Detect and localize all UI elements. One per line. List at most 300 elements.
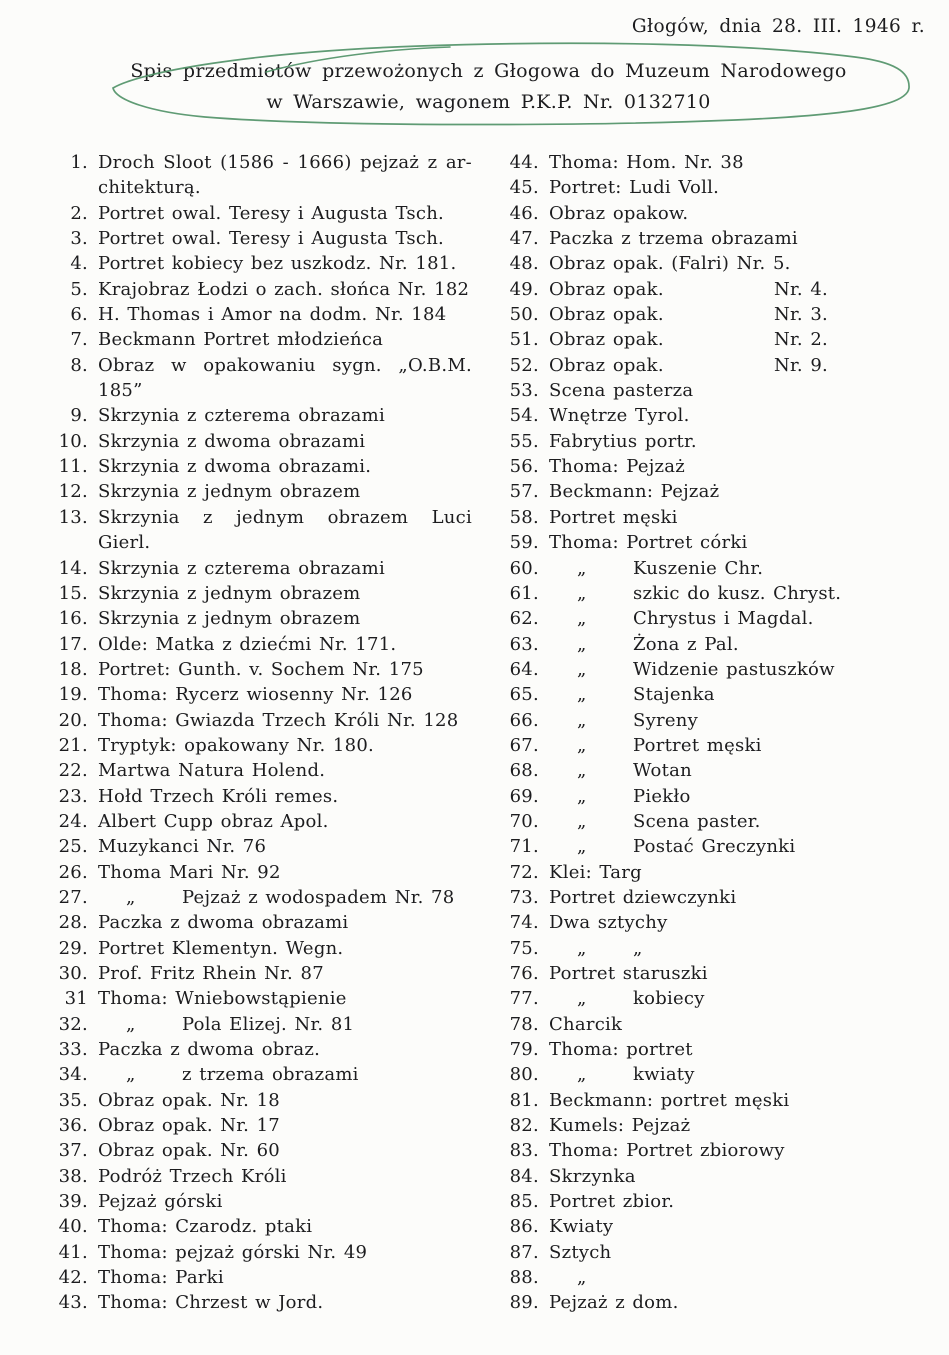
list-item: [505, 378, 947, 403]
item-number: 89.: [509, 1292, 539, 1314]
item-title: Pejzaż z wodospadem Nr. 78: [182, 886, 455, 908]
list-item: [505, 1037, 947, 1062]
item-title: szkic do kusz. Chryst.: [633, 582, 842, 604]
list-item: [505, 251, 947, 276]
item-text: [98, 581, 472, 606]
item-number: 73.: [509, 886, 539, 908]
list-item: [54, 454, 472, 479]
item-text: [98, 1214, 472, 1239]
list-item: [54, 479, 472, 504]
item-number: 75.: [509, 937, 539, 959]
item-number: 23.: [58, 785, 88, 807]
item-text: [549, 1164, 947, 1189]
item-title: Thoma: Pejzaż: [549, 456, 686, 478]
item-text: [549, 479, 947, 504]
ditto-mark: „: [577, 1267, 587, 1289]
item-number: 44.: [509, 152, 539, 173]
list-item: [505, 961, 947, 986]
list-item: [54, 885, 472, 910]
item-text: [98, 1164, 472, 1189]
list-item: [505, 733, 947, 758]
item-number: 37.: [58, 1140, 88, 1162]
item-title: Olde: Matka z dziećmi Nr. 171.: [98, 633, 397, 655]
item-title: Charcik: [549, 1013, 623, 1035]
item-title: Portret staruszki: [549, 963, 708, 984]
item-number: 6.: [70, 304, 88, 326]
list-item: [54, 1164, 472, 1189]
list-item: [54, 556, 472, 581]
item-number: 80.: [509, 1064, 539, 1086]
list-item: [505, 860, 947, 885]
item-number: 65.: [509, 684, 539, 706]
item-number: 67.: [509, 734, 539, 756]
item-text: [549, 606, 947, 631]
item-text: [98, 226, 472, 251]
item-text: [98, 936, 472, 961]
item-text: [549, 961, 947, 986]
item-text-line: Gierl.: [98, 532, 151, 554]
item-text: [98, 682, 472, 707]
item-title: Klei: Targ: [549, 861, 642, 883]
item-title: Scena paster.: [633, 810, 761, 832]
item-title: Portret męski: [633, 734, 762, 756]
list-item: [505, 682, 947, 707]
item-title: Paczka z trzema obrazami: [549, 228, 798, 250]
list-item: [54, 429, 472, 454]
item-number: 50.: [509, 304, 539, 326]
item-number: 53.: [509, 380, 539, 402]
item-title: Pejzaż górski: [98, 1191, 223, 1213]
item-text-line: chitekturą.: [98, 177, 201, 199]
item-text: [549, 581, 947, 606]
item-text: [549, 454, 947, 479]
item-title: Portret męski: [549, 506, 678, 528]
item-text: [98, 860, 472, 885]
item-number: 77.: [509, 988, 539, 1010]
item-title: Obraz opak. Nr. 60: [98, 1140, 280, 1162]
list-item: [54, 353, 472, 404]
item-title: Chrystus i Magdal.: [633, 608, 814, 630]
item-text: [98, 454, 472, 479]
ditto-mark: „: [577, 557, 587, 579]
ditto-mark: „: [126, 1064, 136, 1086]
item-title: Podróż Trzech Króli: [98, 1165, 287, 1187]
list-item: [505, 1290, 947, 1315]
item-number: 49.: [509, 278, 539, 300]
item-text: [549, 809, 947, 834]
item-text: [98, 1037, 472, 1062]
list-item: [505, 606, 947, 631]
item-title: Dwa sztychy: [549, 912, 668, 934]
list-item: [505, 910, 947, 935]
item-number: 36.: [58, 1115, 88, 1137]
list-item: [505, 1164, 947, 1189]
item-number: 12.: [58, 481, 88, 503]
item-number: 38.: [58, 1165, 88, 1187]
item-number: 4.: [70, 253, 88, 275]
item-title: Muzykanci Nr. 76: [98, 836, 267, 858]
list-item: [505, 403, 947, 428]
item-text: [549, 556, 947, 581]
item-title: Paczka z dwoma obraz.: [98, 1039, 321, 1061]
item-title: „: [633, 937, 643, 959]
item-text: [98, 327, 472, 352]
item-number: 46.: [509, 202, 539, 224]
item-number: 30.: [58, 963, 88, 984]
item-number: 58.: [509, 506, 539, 528]
list-item: [505, 1113, 947, 1138]
item-text: [98, 657, 472, 682]
item-number: 10.: [58, 430, 88, 452]
item-number: 57.: [509, 481, 539, 503]
item-title: Thoma: Portret córki: [549, 532, 748, 554]
item-text: [98, 1088, 472, 1113]
item-number: 88.: [509, 1267, 539, 1289]
list-item: [54, 581, 472, 606]
list-item: [505, 150, 947, 175]
item-title: Skrzynia z czterema obrazami: [98, 557, 385, 579]
list-item: [505, 581, 947, 606]
item-title: Skrzynka: [549, 1165, 636, 1187]
item-number: 28.: [58, 912, 88, 934]
item-number: 47.: [509, 228, 539, 250]
item-number: 32.: [58, 1013, 88, 1035]
item-title: Portret kobiecy bez uszkodz. Nr. 181.: [98, 253, 457, 275]
list-item: [54, 834, 472, 859]
item-number: 19.: [58, 684, 88, 706]
item-number: 54.: [509, 405, 539, 427]
ditto-mark: „: [577, 810, 587, 832]
item-title: Pejzaż z dom.: [549, 1292, 679, 1314]
item-number: 18.: [58, 658, 88, 680]
item-title: Beckmann: portret męski: [549, 1089, 790, 1111]
item-number: 34.: [58, 1064, 88, 1086]
list-item: [54, 682, 472, 707]
item-number: 29.: [58, 937, 88, 959]
list-item: [54, 1113, 472, 1138]
item-title: Obraz opak. (Falri) Nr. 5.: [549, 253, 791, 275]
list-item: [54, 1189, 472, 1214]
item-nr-value: Nr. 4.: [774, 278, 828, 300]
list-item: [505, 834, 947, 859]
item-title: Portret owal. Teresy i Augusta Tsch.: [98, 228, 445, 250]
item-title: Obraz opak.: [549, 304, 664, 326]
list-item: [505, 353, 947, 378]
item-number: 59.: [509, 532, 539, 554]
list-item: [54, 1012, 472, 1037]
item-text: [549, 758, 947, 783]
item-number: 52.: [509, 354, 539, 376]
ditto-mark: „: [577, 658, 587, 680]
item-text: [98, 150, 472, 201]
item-text: [98, 302, 472, 327]
list-item: [505, 454, 947, 479]
list-item: [505, 429, 947, 454]
item-title: Portret zbior.: [549, 1191, 675, 1213]
item-number: 20.: [58, 709, 88, 731]
item-text: [549, 251, 947, 276]
item-text: [549, 860, 947, 885]
item-nr-value: Nr. 9.: [774, 354, 828, 376]
item-text: [98, 1113, 472, 1138]
item-title: Portret: Gunth. v. Sochem Nr. 175: [98, 658, 424, 680]
list-item: [54, 251, 472, 276]
item-text: [98, 1189, 472, 1214]
ditto-mark: „: [577, 709, 587, 731]
item-number: 86.: [509, 1216, 539, 1238]
item-text: [549, 530, 947, 555]
list-item: [505, 1214, 947, 1239]
item-text: [549, 1113, 947, 1138]
list-item: [505, 632, 947, 657]
item-text: [549, 733, 947, 758]
item-text: [98, 1138, 472, 1163]
item-text: [98, 885, 472, 910]
item-text: [549, 1037, 947, 1062]
item-title: Skrzynia z dwoma obrazami: [98, 430, 366, 452]
item-title: Widzenie pastuszków: [633, 658, 835, 680]
item-number: 70.: [509, 810, 539, 832]
item-title: Thoma: Rycerz wiosenny Nr. 126: [98, 684, 413, 706]
item-title: Fabrytius portr.: [549, 430, 697, 452]
item-number: 71.: [509, 836, 539, 858]
item-title: Stajenka: [633, 684, 715, 706]
item-title: Kwiaty: [549, 1216, 614, 1238]
item-title: Wotan: [633, 760, 692, 782]
item-number: 31: [64, 988, 88, 1010]
item-number: 27.: [58, 886, 88, 908]
item-text: [98, 251, 472, 276]
item-text: [549, 505, 947, 530]
list-item: [505, 1138, 947, 1163]
item-number: 69.: [509, 785, 539, 807]
item-number: 24.: [58, 810, 88, 832]
item-title: Thoma: Chrzest w Jord.: [98, 1292, 324, 1314]
item-title: Portret: Ludi Voll.: [549, 177, 720, 199]
item-text: [98, 986, 472, 1011]
item-text: [549, 1240, 947, 1265]
item-text: [98, 1012, 472, 1037]
item-title: kobiecy: [633, 988, 705, 1010]
item-nr-value: Nr. 3.: [774, 304, 828, 326]
list-item: [54, 327, 472, 352]
item-title: Skrzynia z jednym obrazem: [98, 608, 361, 630]
list-item: [505, 201, 947, 226]
item-number: 55.: [509, 430, 539, 452]
item-number: 63.: [509, 633, 539, 655]
item-text: [98, 758, 472, 783]
item-number: 78.: [509, 1013, 539, 1035]
item-text: [98, 353, 472, 404]
item-text: [549, 986, 947, 1011]
item-text: [549, 1088, 947, 1113]
item-number: 81.: [509, 1089, 539, 1111]
title-line-1: Spis przedmiotów przewożonych z Głogowa do Muzeum Narodowego: [130, 60, 847, 82]
title-block: [0, 56, 949, 118]
item-text: [98, 961, 472, 986]
item-title: Pola Elizej. Nr. 81: [182, 1013, 355, 1035]
item-number: 15.: [58, 582, 88, 604]
list-item: [54, 657, 472, 682]
item-nr-value: Nr. 2.: [774, 329, 828, 351]
ditto-mark: „: [577, 734, 587, 756]
ditto-mark: „: [577, 836, 587, 858]
item-text: [98, 479, 472, 504]
item-title: Syreny: [633, 709, 699, 731]
item-number: 17.: [58, 633, 88, 655]
list-item: [54, 606, 472, 631]
list-item: [54, 986, 472, 1011]
item-number: 14.: [58, 557, 88, 579]
item-title: Beckmann Portret młodzieńca: [98, 329, 384, 351]
item-title: Żona z Pal.: [633, 633, 739, 655]
item-title: Portret dziewczynki: [549, 886, 737, 908]
item-text: [549, 1290, 947, 1315]
item-title: Thoma: pejzaż górski Nr. 49: [98, 1241, 368, 1263]
item-title: Obraz opak.: [549, 354, 664, 376]
item-number: 56.: [509, 456, 539, 478]
inventory-list: [54, 150, 949, 1316]
list-item: [54, 150, 472, 201]
item-title: Obraz opak.: [549, 329, 664, 351]
list-item: [54, 277, 472, 302]
list-item: [54, 936, 472, 961]
item-text: [549, 353, 947, 378]
list-item: [54, 505, 472, 556]
item-title: Thoma: portret: [549, 1039, 693, 1061]
item-text: [549, 682, 947, 707]
item-text: [98, 834, 472, 859]
item-title: Scena pasterza: [549, 380, 694, 402]
list-item: [54, 403, 472, 428]
item-text-line: 185”: [98, 380, 143, 402]
item-number: 11.: [58, 456, 88, 478]
list-item: [54, 1138, 472, 1163]
item-title: Thoma Mari Nr. 92: [98, 861, 281, 883]
list-item: [54, 1088, 472, 1113]
item-title: Albert Cupp obraz Apol.: [98, 810, 329, 832]
item-text: [98, 1240, 472, 1265]
item-number: 8.: [70, 354, 88, 376]
item-text-line: Skrzynia z jednym obrazem Luci: [98, 506, 472, 528]
item-number: 26.: [58, 861, 88, 883]
item-number: 68.: [509, 760, 539, 782]
item-title: Obraz opakow.: [549, 202, 689, 224]
item-text: [549, 327, 947, 352]
list-column-left: [54, 150, 472, 1316]
list-item: [505, 885, 947, 910]
list-item: [505, 784, 947, 809]
ditto-mark: „: [577, 937, 587, 959]
ditto-mark: „: [577, 684, 587, 706]
item-number: 85.: [509, 1191, 539, 1213]
ditto-mark: „: [577, 760, 587, 782]
ditto-mark: „: [577, 988, 587, 1010]
list-item: [54, 1062, 472, 1087]
item-title: Hołd Trzech Króli remes.: [98, 785, 339, 807]
list-item: [54, 226, 472, 251]
item-text: [98, 277, 472, 302]
item-text: [98, 403, 472, 428]
list-item: [54, 632, 472, 657]
item-text: [549, 403, 947, 428]
list-item: [54, 201, 472, 226]
item-title: Postać Greczynki: [633, 836, 796, 858]
list-item: [505, 556, 947, 581]
list-item: [54, 860, 472, 885]
item-title: Skrzynia z jednym obrazem: [98, 582, 361, 604]
item-text: [549, 302, 947, 327]
item-title: Skrzynia z jednym obrazem: [98, 481, 361, 503]
list-item: [505, 657, 947, 682]
list-item: [505, 758, 947, 783]
item-number: 60.: [509, 557, 539, 579]
item-text: [98, 556, 472, 581]
item-number: 72.: [509, 861, 539, 883]
item-number: 45.: [509, 177, 539, 199]
list-item: [54, 758, 472, 783]
item-text: [98, 1265, 472, 1290]
list-item: [54, 302, 472, 327]
item-number: 21.: [58, 734, 88, 756]
item-number: 64.: [509, 658, 539, 680]
item-title: Obraz opak. Nr. 17: [98, 1115, 280, 1137]
list-column-right: [505, 150, 947, 1316]
list-item: [505, 1012, 947, 1037]
item-title: Paczka z dwoma obrazami: [98, 912, 349, 934]
item-text: [549, 885, 947, 910]
item-number: 83.: [509, 1140, 539, 1162]
item-title: H. Thomas i Amor na dodm. Nr. 184: [98, 304, 447, 326]
item-number: 42.: [58, 1267, 88, 1289]
list-item: [54, 784, 472, 809]
item-text: [98, 809, 472, 834]
item-number: 2.: [70, 202, 88, 224]
item-text: [98, 1062, 472, 1087]
list-item: [505, 530, 947, 555]
item-text: [549, 657, 947, 682]
list-item: [54, 1265, 472, 1290]
list-item: [505, 1062, 947, 1087]
item-number: 48.: [509, 253, 539, 275]
list-item: [505, 479, 947, 504]
item-text: [549, 429, 947, 454]
ditto-mark: „: [577, 608, 587, 630]
item-number: 41.: [58, 1241, 88, 1263]
item-text: [549, 1062, 947, 1087]
item-text: [98, 505, 472, 556]
item-text: [98, 910, 472, 935]
list-item: [505, 986, 947, 1011]
item-text: [549, 708, 947, 733]
item-title: Kuszenie Chr.: [633, 557, 764, 579]
list-item: [54, 961, 472, 986]
item-text: [549, 632, 947, 657]
item-number: 3.: [70, 228, 88, 250]
item-text: [549, 910, 947, 935]
ditto-mark: „: [577, 1064, 587, 1086]
item-text: [98, 429, 472, 454]
item-number: 1.: [70, 152, 88, 173]
item-number: 9.: [70, 405, 88, 427]
item-title: Sztych: [549, 1241, 612, 1263]
item-text: [549, 1214, 947, 1239]
item-text: [98, 1290, 472, 1315]
item-title: Thoma: Czarodz. ptaki: [98, 1216, 313, 1238]
item-text: [98, 733, 472, 758]
item-text: [549, 378, 947, 403]
item-text: [549, 784, 947, 809]
